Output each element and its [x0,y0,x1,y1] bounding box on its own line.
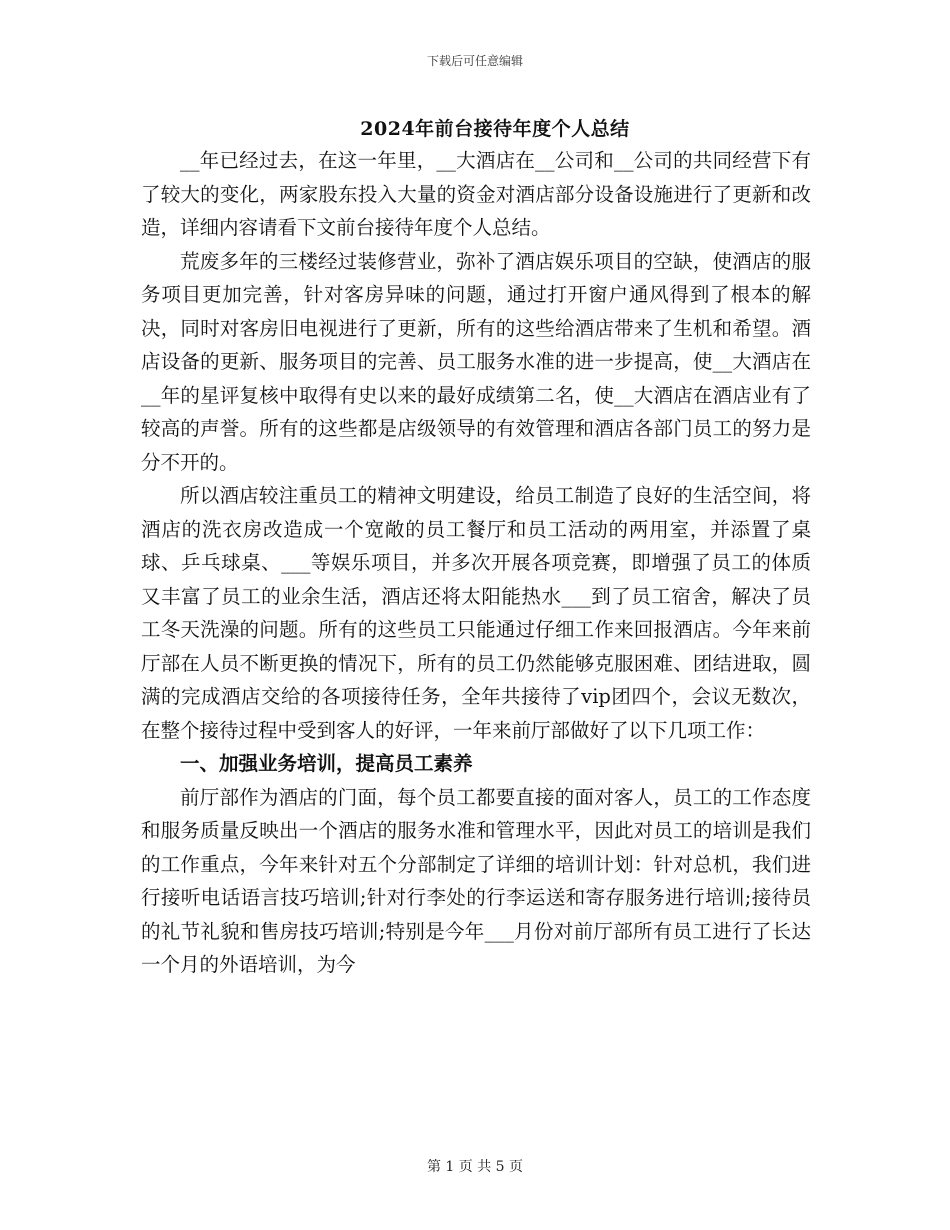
page-number: 第 1 页 共 5 页 [426,1159,524,1175]
paragraph-intro: __年已经过去，在这一年里，__大酒店在__公司和__公司的共同经营下有了较大的变化，两家股东投入大量的资金对酒店部分设备设施进行了更新和改造，详细内容请看下文前台接待年度个人总结。 [141,149,811,239]
document-body [141,144,811,982]
section-heading-training: 一、加强业务培训，提高员工素养 [180,752,473,775]
page-header-note: 下载后可任意编辑 [426,54,523,68]
paragraph-renovation: 荒废多年的三楼经过装修营业，弥补了酒店娱乐项目的空缺，使酒店的服务项目更加完善，针对客房异味的问题，通过打开窗户通风得到了根本的解决，同时对客房旧电视进行了更新，所有的这些给酒店带来了生机和希望。酒店设备的更新、服务项目的完善、员工服务水准的进一步提高，使__大酒店在__年的星评复核中取得有史以来的最好成绩第二名，使__大酒店在酒店业有了较高的声誉。所有的这些都是店级领导的有效管理和酒店各部门员工的努力是分不开的。 [141,249,811,474]
paragraph-staff-welfare: 所以酒店较注重员工的精神文明建设，给员工制造了良好的生活空间，将酒店的洗衣房改造成一个宽敞的员工餐厅和员工活动的两用室，并添置了桌球、乒乓球桌、___等娱乐项目，并多次开展各项竞赛，即增强了员工的体质又丰富了员工的业余生活，酒店还将太阳能热水___到了员工宿舍，解决了员工冬天洗澡的问题。所有的这些员工只能通过仔细工作来回报酒店。今年来前厅部在人员不断更换的情况下，所有的员工仍然能够克服困难、团结进取，圆满的完成酒店交给的各项接待任务，全年共接待了vip团四个，会议无数次，在整个接待过程中受到客人的好评，一年来前厅部做好了以下几项工作： [141,484,811,742]
paragraph-training: 前厅部作为酒店的门面，每个员工都要直接的面对客人，员工的工作态度和服务质量反映出一个酒店的服务水准和管理水平，因此对员工的培训是我们的工作重点，今年来针对五个分部制定了详细的培训计划：针对总机，我们进行接听电话语言技巧培训;针对行李处的行李运送和寄存服务进行培训;接待员的礼节礼貌和售房技巧培训;特别是今年___月份对前厅部所有员工进行了长达一个月的外语培训，为今 [141,785,811,976]
document-title: 2024年前台接待年度个人总结 [360,118,630,140]
